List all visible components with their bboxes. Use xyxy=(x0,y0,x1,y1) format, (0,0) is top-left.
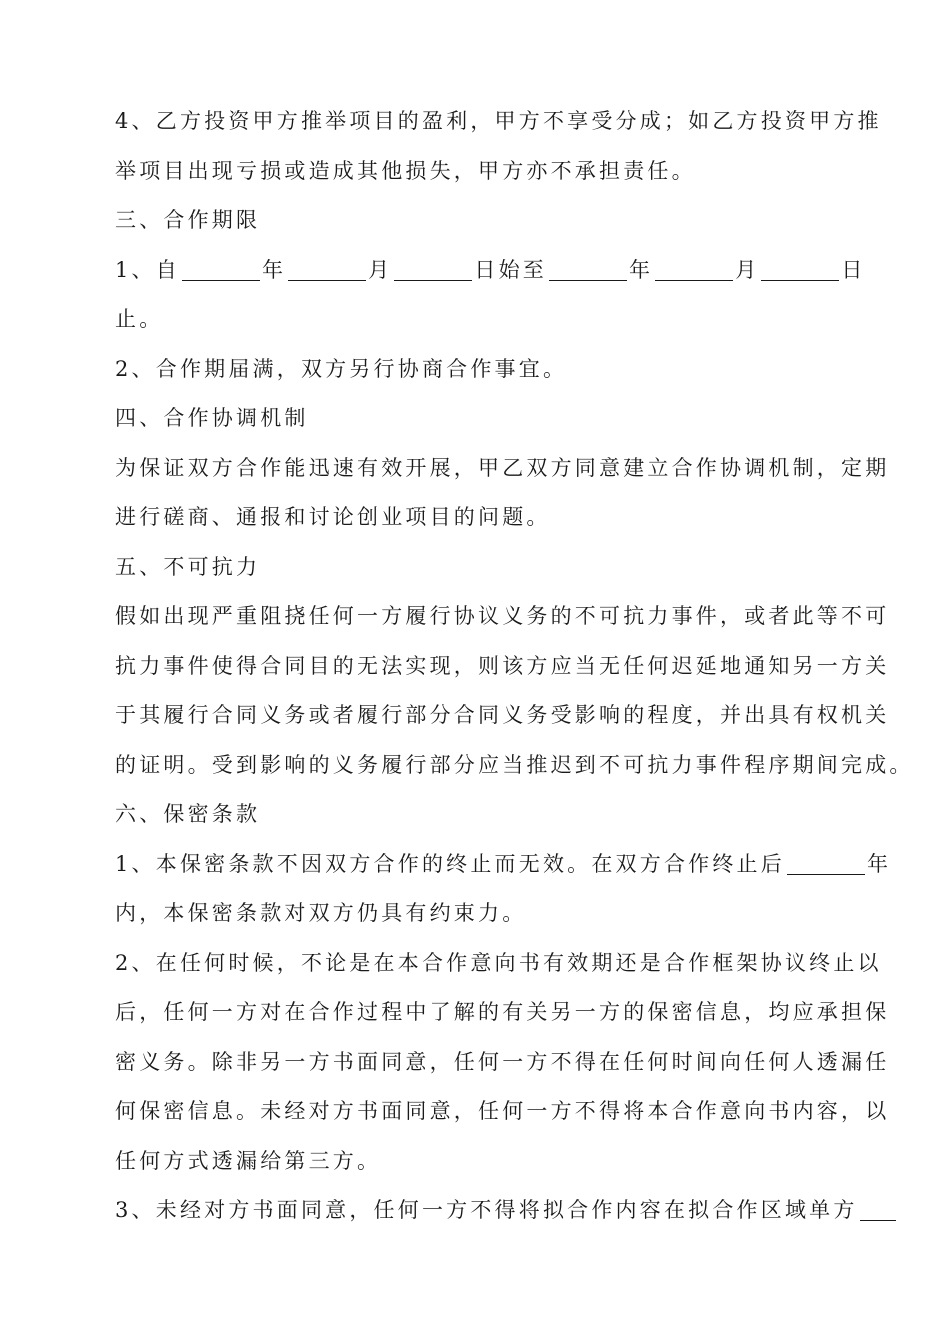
section-heading: 三、合作期限 xyxy=(115,208,261,232)
blank-field xyxy=(787,852,865,875)
blank-field xyxy=(394,258,472,281)
year-label: 年 xyxy=(261,257,287,282)
blank-field xyxy=(549,258,627,281)
blank-field xyxy=(288,258,366,281)
document-page xyxy=(115,97,914,1236)
month-label: 月 xyxy=(368,257,393,282)
paragraph-line: 抗力事件使得合同目的无法实现，则该方应当无任何迟延地通知另一方关 xyxy=(115,653,890,678)
day-end-label: 日 xyxy=(841,257,866,282)
section-heading: 六、保密条款 xyxy=(115,802,261,826)
confidential-term-line xyxy=(115,840,892,890)
paragraph-line: 进行磋商、通报和讨论创业项目的问题。 xyxy=(115,505,551,529)
year-label: 年 xyxy=(628,257,654,282)
paragraph-line: 2、合作期届满，双方另行协商合作事宜。 xyxy=(115,356,568,381)
paragraph-line: 2、在任何时候，不论是在本合作意向书有效期还是合作框架协议终止以 xyxy=(115,950,882,975)
section-heading: 五、不可抗力 xyxy=(115,554,261,579)
blank-field xyxy=(761,258,839,281)
year-label: 年 xyxy=(866,851,892,876)
term-prefix: 1、自 xyxy=(115,257,180,282)
paragraph-line: 的证明。受到影响的义务履行部分应当推迟到不可抗力事件程序期间完成。 xyxy=(115,752,914,777)
paragraph-line: 任何方式透漏给第三方。 xyxy=(115,1148,382,1173)
month-label: 月 xyxy=(735,257,760,282)
day-start-label: 日始至 xyxy=(474,257,547,282)
last-line-text: 3、未经对方书面同意，任何一方不得将拟合作内容在拟合作区域单方 xyxy=(115,1198,858,1222)
blank-field xyxy=(655,258,733,281)
last-line xyxy=(115,1186,858,1236)
paragraph-line: 为保证双方合作能迅速有效开展，甲乙双方同意建立合作协调机制，定期 xyxy=(115,455,890,480)
paragraph-line: 假如出现严重阻挠任何一方履行协议义务的不可抗力事件，或者此等不可 xyxy=(115,604,890,628)
paragraph-line: 密义务。除非另一方书面同意，任何一方不得在任何时间向任何人透漏任 xyxy=(115,1049,890,1074)
blank-field xyxy=(860,1198,896,1221)
paragraph-line: 后，任何一方对在合作过程中了解的有关另一方的保密信息，均应承担保 xyxy=(115,1000,890,1024)
paragraph-line: 止。 xyxy=(115,307,164,331)
confidential-text: 1、本保密条款不因双方合作的终止而无效。在双方合作终止后 xyxy=(115,851,785,876)
paragraph-line: 4、乙方投资甲方推举项目的盈利，甲方不享受分成；如乙方投资甲方推 xyxy=(115,109,882,133)
paragraph-line: 举项目出现亏损或造成其他损失，甲方亦不承担责任。 xyxy=(115,158,696,183)
term-date-line xyxy=(115,246,866,296)
paragraph-line: 内，本保密条款对双方仍具有约束力。 xyxy=(115,901,527,925)
section-heading: 四、合作协调机制 xyxy=(115,406,309,430)
blank-field xyxy=(182,258,260,281)
paragraph-line: 何保密信息。未经对方书面同意，任何一方不得将本合作意向书内容，以 xyxy=(115,1099,890,1123)
paragraph-line: 于其履行合同义务或者履行部分合同义务受影响的程度，并出具有权机关 xyxy=(115,703,890,727)
